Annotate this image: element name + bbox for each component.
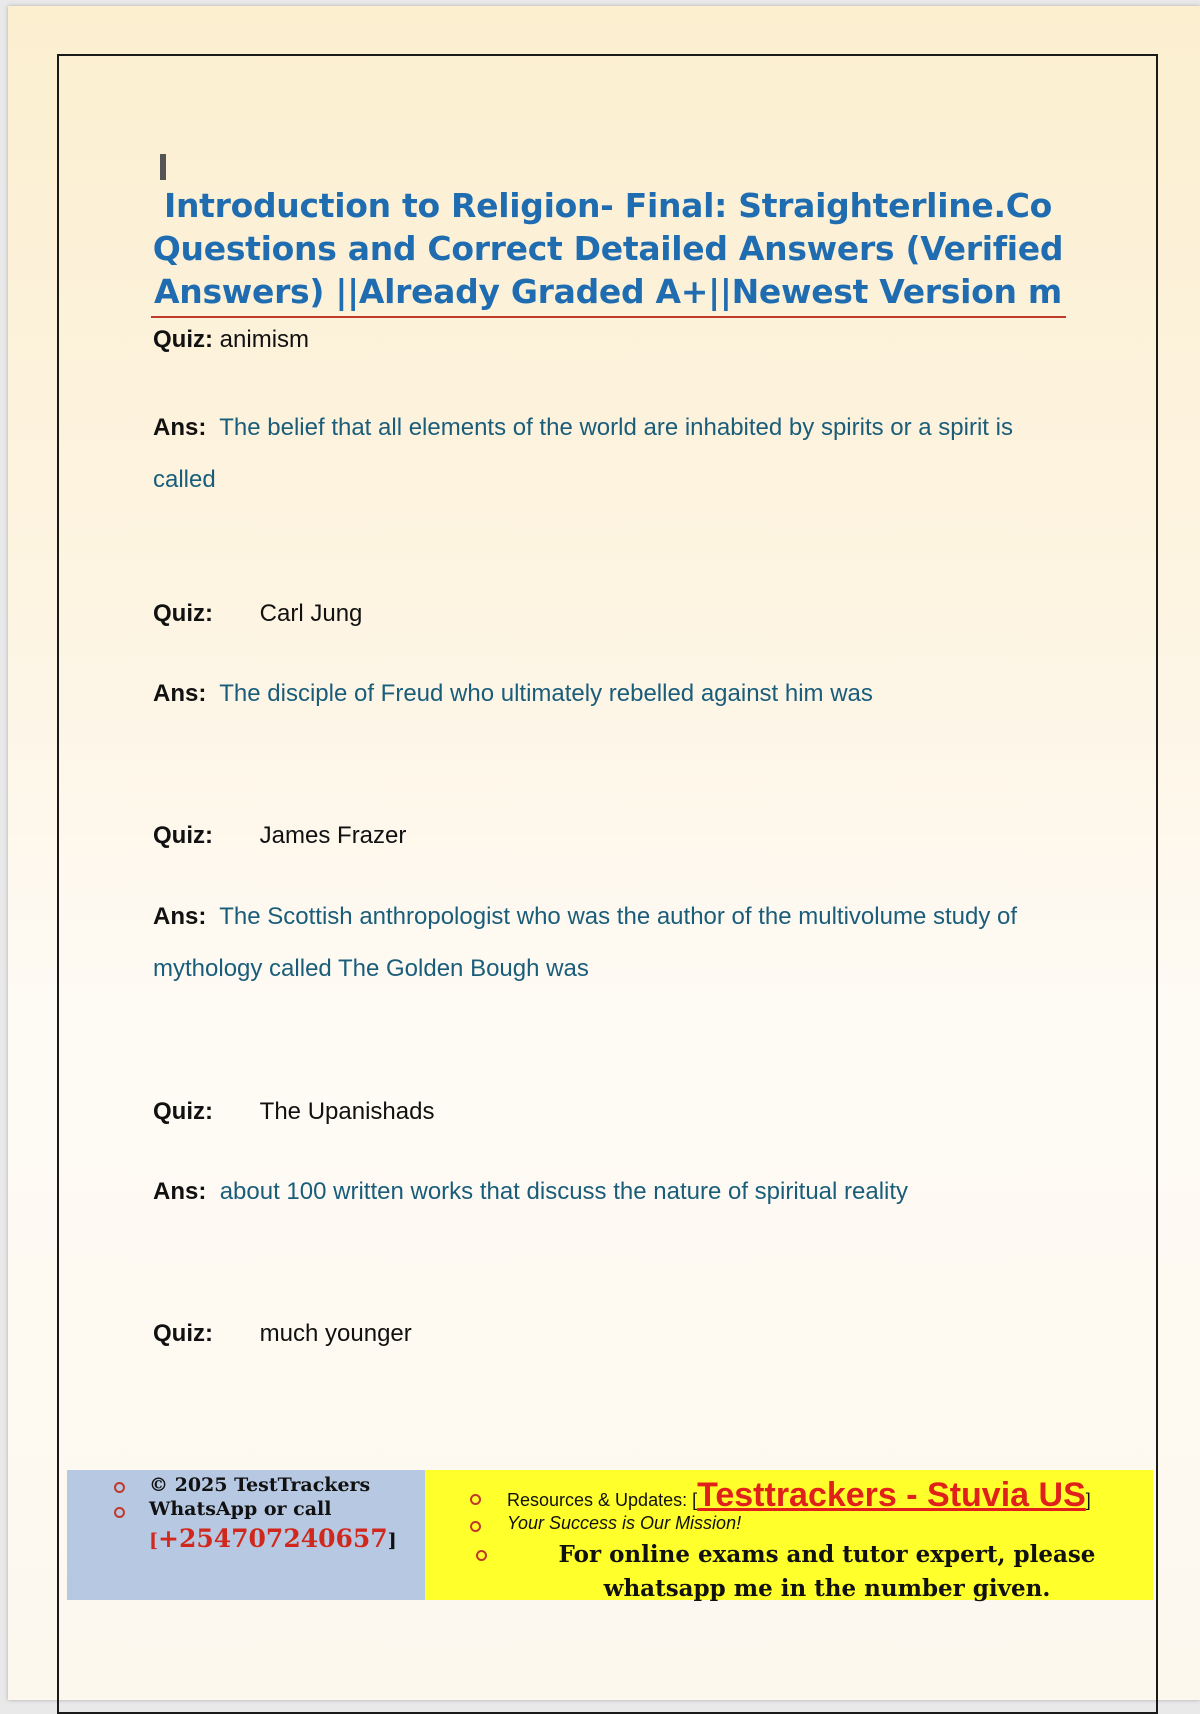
copyright-text: © 2025 TestTrackers — [149, 1474, 371, 1496]
mission-text: Your Success is Our Mission! — [507, 1513, 742, 1533]
document-title: Introduction to Religion- Final: Straighterline.Co Questions and Correct Detailed Answers (Verified Answers) ||Already Graded A+||Newest Version m — [152, 186, 1064, 311]
phone-line: [+254707240657] — [149, 1524, 397, 1553]
bullet-icon — [476, 1550, 487, 1561]
bullet-icon — [114, 1482, 125, 1493]
answer-3 — [153, 891, 1073, 995]
answer-text: The belief that all elements of the world are inhabited by spirits or a spirit is called — [153, 414, 1013, 493]
title-underline — [151, 316, 1066, 318]
resources-line: Resources & Updates: [Testtrackers - Stuvia US] — [507, 1476, 1091, 1514]
cta-text: For online exams and tutor expert, please whatsapp me in the number given. — [558, 1541, 1096, 1602]
quiz-term: Carl Jung — [259, 600, 363, 627]
quiz-label: Quiz: — [153, 1098, 213, 1125]
resources-label: Resources & Updates: — [507, 1490, 693, 1510]
brand-link[interactable]: Testtrackers - Stuvia US — [697, 1476, 1086, 1514]
whatsapp-label: WhatsApp or call — [149, 1498, 332, 1520]
quiz-label: Quiz: — [153, 326, 213, 353]
bullet-icon — [114, 1507, 125, 1518]
quiz-term: James Frazer — [259, 822, 407, 849]
quiz-label: Quiz: — [153, 822, 213, 849]
ans-label: Ans: — [153, 680, 207, 707]
document-page — [8, 6, 1200, 1700]
ans-label: Ans: — [153, 414, 207, 441]
ans-label: Ans: — [153, 903, 207, 930]
ans-label: Ans: — [153, 1178, 207, 1205]
qa-item-1 — [153, 326, 1073, 354]
qa-item-3 — [153, 822, 1073, 850]
quiz-label: Quiz: — [153, 600, 213, 627]
quiz-term: much younger — [259, 1320, 412, 1347]
answer-text: The disciple of Freud who ultimately rebelled against him was — [219, 680, 873, 707]
phone-number[interactable]: +254707240657 — [158, 1524, 388, 1553]
quiz-term: animism — [219, 326, 310, 353]
answer-2 — [153, 668, 1073, 720]
quiz-term: The Upanishads — [259, 1098, 435, 1125]
answer-4 — [153, 1166, 1073, 1218]
bullet-icon — [470, 1494, 481, 1505]
text-cursor-mark — [160, 154, 166, 180]
footer-promo-box — [425, 1470, 1153, 1600]
answer-text: about 100 written works that discuss the nature of spiritual reality — [219, 1178, 909, 1205]
quiz-label: Quiz: — [153, 1320, 213, 1347]
footer-contact-box — [67, 1470, 425, 1600]
qa-item-5 — [153, 1320, 1073, 1348]
bullet-icon — [470, 1521, 481, 1532]
answer-text: The Scottish anthropologist who was the author of the multivolume study of mythology called The Golden Bough was — [153, 903, 1018, 982]
answer-1 — [153, 402, 1073, 506]
qa-item-2 — [153, 600, 1073, 628]
qa-item-4 — [153, 1098, 1073, 1126]
